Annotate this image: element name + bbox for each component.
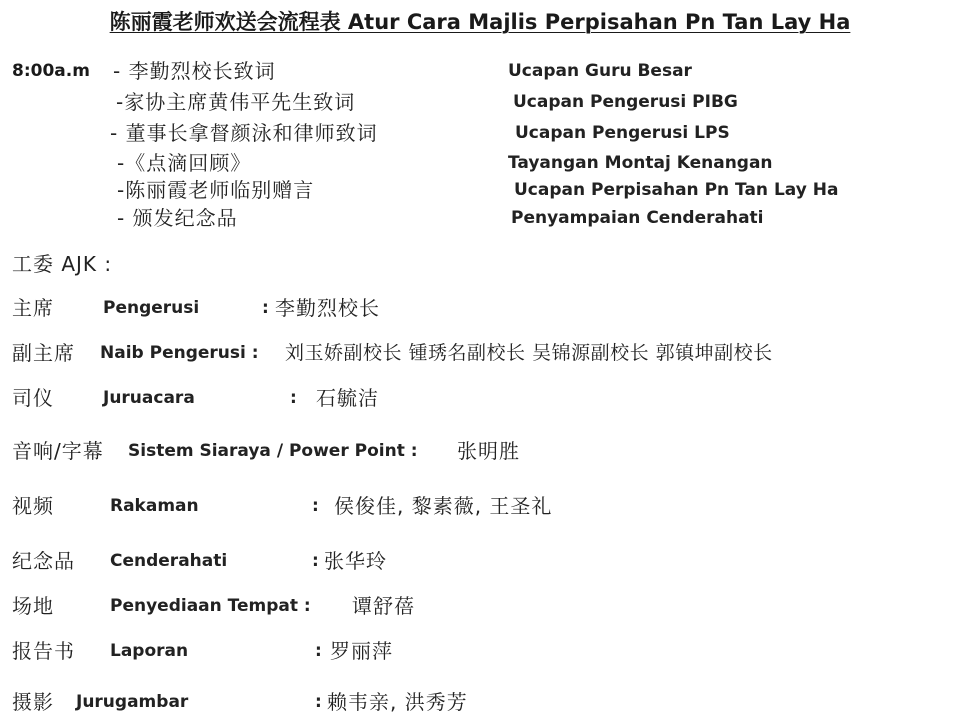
- schedule-item-cn: - 李勤烈校长致词: [113, 59, 276, 83]
- ajk-separator: :: [312, 551, 319, 571]
- ajk-role-ms: Penyediaan Tempat :: [110, 596, 311, 616]
- ajk-names: 侯俊佳, 黎素薇, 王圣礼: [334, 494, 553, 518]
- ajk-role-cn: 报告书: [12, 639, 75, 663]
- ajk-role-cn: 音响/字幕: [12, 439, 104, 463]
- schedule-item-ms: Tayangan Montaj Kenangan: [508, 153, 773, 173]
- page-title: [0, 6, 960, 36]
- ajk-role-cn: 副主席: [12, 341, 75, 365]
- ajk-role-cn: 主席: [12, 296, 54, 320]
- schedule-item-cn: - 颁发纪念品: [117, 206, 238, 230]
- ajk-role-ms: Jurugambar: [76, 692, 189, 712]
- schedule-time: 8:00a.m: [12, 61, 90, 81]
- ajk-role-cn: 摄影: [12, 690, 54, 714]
- ajk-role-cn: 纪念品: [12, 549, 75, 573]
- ajk-names: 罗丽萍: [330, 639, 393, 663]
- ajk-row: [0, 384, 960, 412]
- schedule-item-ms: Penyampaian Cenderahati: [511, 208, 764, 228]
- ajk-role-ms: Laporan: [110, 641, 189, 661]
- title-text: 陈丽霞老师欢送会流程表 Atur Cara Majlis Perpisahan Pn Tan Lay Ha: [109, 10, 851, 34]
- ajk-heading: 工委 AJK :: [12, 252, 113, 276]
- ajk-row: [0, 688, 960, 716]
- schedule-row: [0, 57, 960, 85]
- schedule-item-ms: Ucapan Pengerusi LPS: [515, 123, 730, 143]
- ajk-names: 张明胜: [457, 439, 520, 463]
- ajk-role-ms: Cenderahati: [110, 551, 228, 571]
- schedule-row: [0, 88, 960, 116]
- ajk-names: 谭舒蓓: [352, 594, 415, 618]
- ajk-names: 刘玉娇副校长 锺琇名副校长 吴锦源副校长 郭镇坤副校长: [285, 342, 773, 364]
- ajk-heading-row: [0, 250, 960, 278]
- schedule-row: [0, 119, 960, 147]
- schedule-row: [0, 149, 960, 177]
- ajk-row: [0, 339, 960, 367]
- schedule-row: [0, 204, 960, 232]
- ajk-separator: :: [315, 641, 322, 661]
- ajk-separator: :: [315, 692, 322, 712]
- ajk-names: 石毓洁: [316, 386, 379, 410]
- schedule-item-cn: - 董事长拿督颜泳和律师致词: [110, 121, 378, 145]
- ajk-role-ms: Juruacara: [103, 388, 195, 408]
- ajk-row: [0, 437, 960, 465]
- schedule-item-cn: -家协主席黄伟平先生致词: [116, 90, 356, 114]
- ajk-row: [0, 547, 960, 575]
- ajk-row: [0, 492, 960, 520]
- ajk-separator: :: [312, 496, 319, 516]
- ajk-role-cn: 司仪: [12, 386, 54, 410]
- schedule-item-cn: -陈丽霞老师临别赠言: [117, 178, 315, 202]
- ajk-role-ms: Sistem Siaraya / Power Point :: [128, 441, 418, 461]
- ajk-row: [0, 592, 960, 620]
- schedule-item-ms: Ucapan Guru Besar: [508, 61, 692, 81]
- schedule-item-ms: Ucapan Perpisahan Pn Tan Lay Ha: [514, 180, 839, 200]
- schedule-item-cn: -《点滴回顾》: [117, 151, 252, 175]
- ajk-names: 张华玲: [324, 549, 387, 573]
- ajk-role-ms: Naib Pengerusi :: [100, 343, 259, 363]
- ajk-role-ms: Rakaman: [110, 496, 199, 516]
- ajk-row: [0, 294, 960, 322]
- ajk-names: 赖韦亲, 洪秀芳: [327, 690, 468, 714]
- ajk-row: [0, 637, 960, 665]
- ajk-role-cn: 场地: [12, 594, 54, 618]
- ajk-role-ms: Pengerusi: [103, 298, 200, 318]
- ajk-names: 李勤烈校长: [275, 296, 380, 320]
- ajk-role-cn: 视频: [12, 494, 54, 518]
- ajk-separator: :: [262, 298, 269, 318]
- ajk-separator: :: [290, 388, 297, 408]
- schedule-row: [0, 176, 960, 204]
- schedule-item-ms: Ucapan Pengerusi PIBG: [513, 92, 738, 112]
